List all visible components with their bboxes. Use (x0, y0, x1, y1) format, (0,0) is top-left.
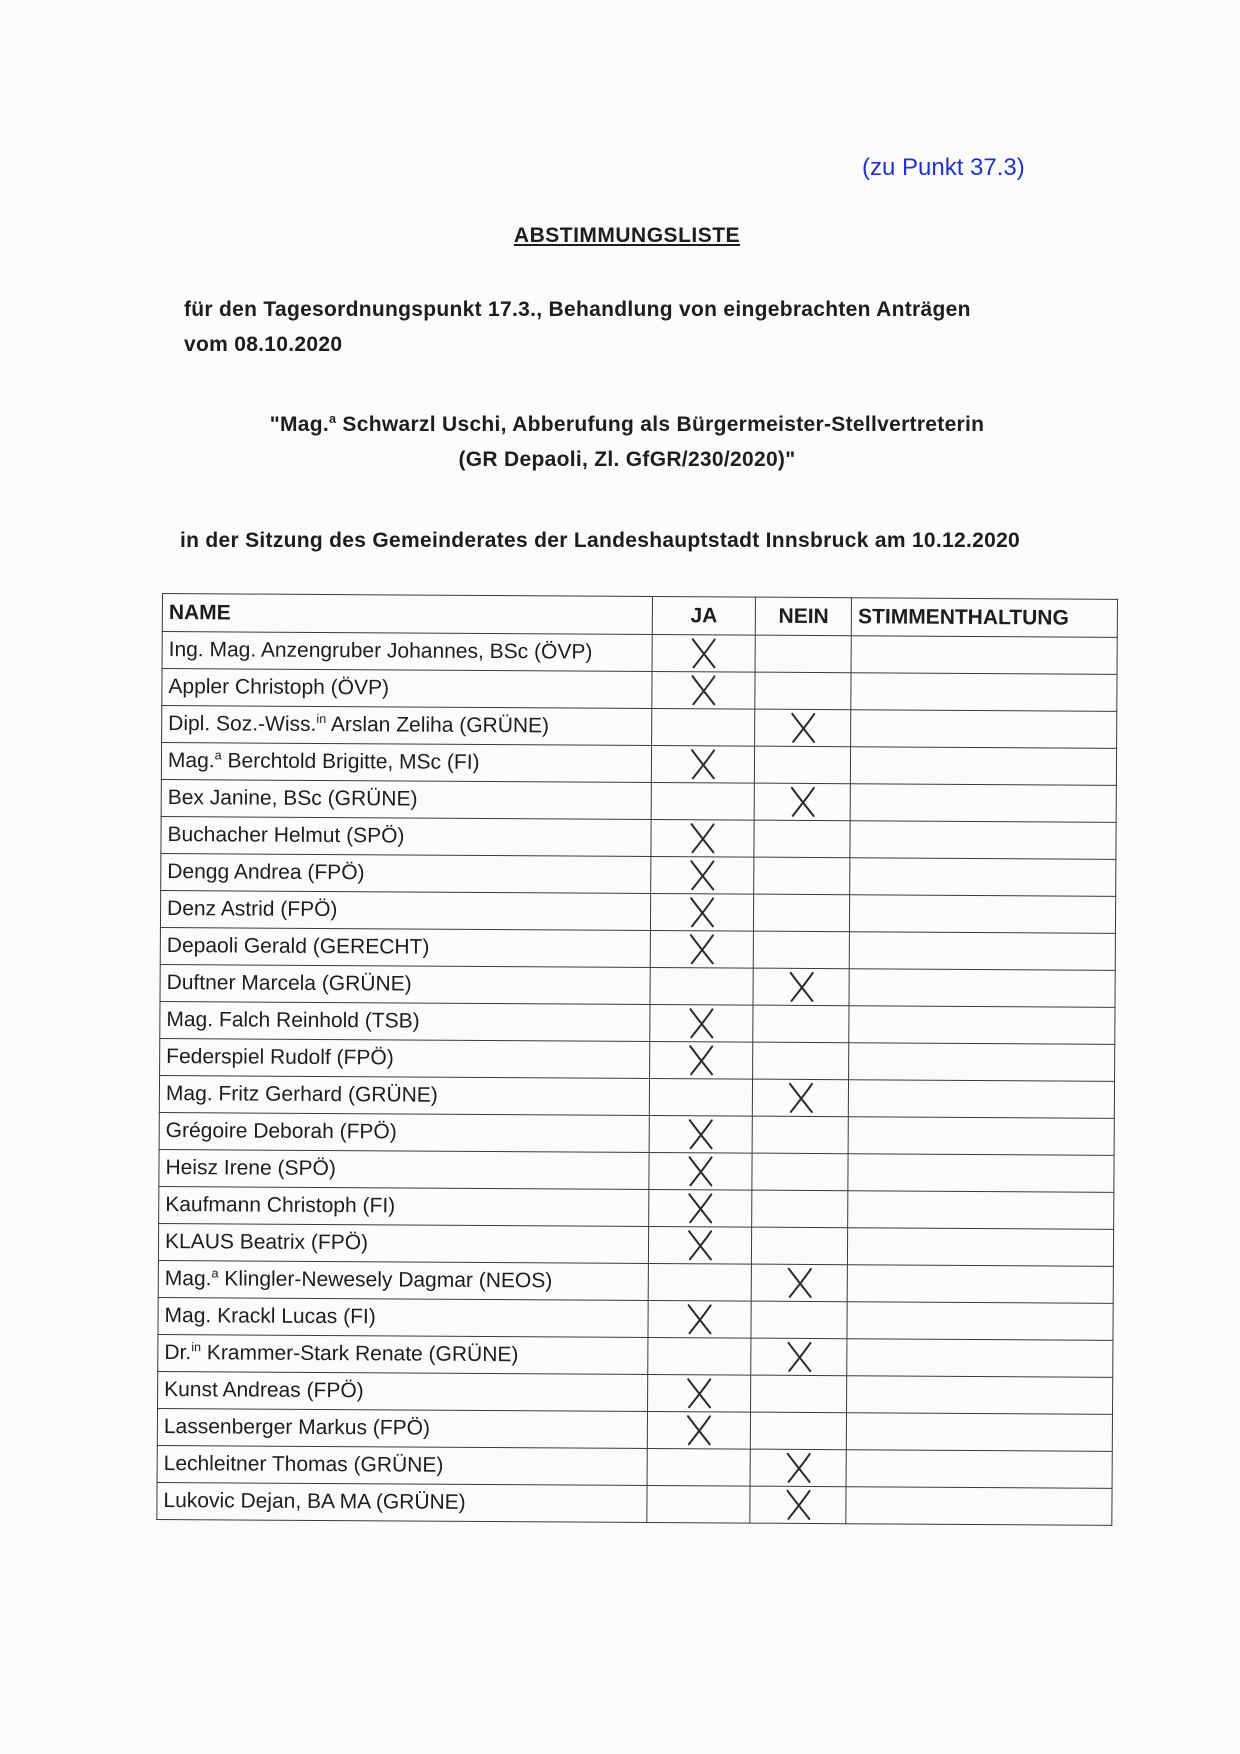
cross-mark-icon (655, 1154, 746, 1189)
header-yes: JA (652, 596, 756, 635)
table-row (162, 632, 1117, 675)
vote-no-cell (754, 820, 850, 858)
vote-no-cell (753, 1079, 849, 1117)
vote-no-cell (751, 1338, 847, 1376)
cross-mark-icon (654, 1376, 745, 1411)
intro-line: für den Tagesordnungspunkt 17.3., Behandlung von eingebrachten Anträgen (184, 298, 971, 321)
vote-abstain-cell (849, 969, 1115, 1008)
vote-yes-cell (648, 1189, 752, 1227)
vote-abstain-cell (849, 1043, 1115, 1082)
session-line: in der Sitzung des Gemeinderates der Landeshauptstadt Innsbruck am 10.12.2020 (180, 529, 1021, 552)
vote-yes-cell (649, 1004, 753, 1042)
table-row (160, 927, 1115, 970)
header-abstain: STIMMENTHALTUNG (851, 598, 1117, 638)
vote-abstain-cell (850, 895, 1116, 934)
cross-mark-icon (658, 747, 749, 782)
vote-yes-cell (648, 1263, 752, 1301)
member-name-rest: Krammer-Stark Renate (GRÜNE) (200, 1341, 519, 1367)
vote-yes-cell (650, 856, 754, 894)
vote-yes-cell (651, 782, 755, 820)
member-name-text: Mag. Krackl Lucas (FI) (164, 1304, 376, 1329)
cross-mark-icon (759, 1081, 842, 1116)
vote-abstain-cell (847, 1339, 1113, 1378)
cross-mark-icon (655, 1191, 746, 1226)
vote-yes-cell (647, 1448, 751, 1486)
member-name-text: Dengg Andrea (FPÖ) (167, 860, 365, 885)
table-row (158, 1223, 1113, 1266)
vote-abstain-cell (847, 1302, 1113, 1341)
header-no: NEIN (756, 597, 852, 636)
cross-mark-icon (657, 821, 748, 856)
vote-table-body (157, 632, 1117, 1526)
table-row (161, 816, 1116, 859)
member-name-text: Appler Christoph (ÖVP) (168, 675, 390, 700)
intro-date: vom 08.10.2020 (184, 333, 343, 356)
member-name-text: Kaufmann Christoph (FI) (165, 1193, 396, 1218)
table-row (159, 1112, 1114, 1155)
vote-abstain-cell (848, 1117, 1114, 1156)
cross-mark-icon (757, 1451, 840, 1486)
table-row (161, 853, 1116, 896)
vote-yes-cell (649, 1152, 753, 1190)
vote-abstain-cell (847, 1376, 1113, 1415)
motion-sup: a (328, 412, 337, 426)
member-name-text: Buchacher Helmut (SPÖ) (167, 823, 405, 848)
vote-yes-cell (650, 893, 754, 931)
cross-mark-icon (761, 711, 844, 746)
member-name-text: Heisz Irene (SPÖ) (165, 1156, 336, 1181)
cross-mark-icon (654, 1302, 745, 1337)
cross-mark-icon (761, 785, 844, 820)
member-name-text: Lechleitner Thomas (GRÜNE) (163, 1452, 444, 1477)
vote-yes-cell (647, 1374, 751, 1412)
cross-mark-icon (656, 1006, 747, 1041)
table-row (160, 964, 1115, 1007)
member-name-text: Lukovic Dejan, BA MA (GRÜNE) (163, 1489, 466, 1514)
vote-no-cell (752, 1190, 848, 1228)
member-name (159, 1112, 649, 1152)
member-name-text: Mag. (167, 749, 215, 773)
header-name: NAME (162, 594, 652, 635)
vote-abstain-cell (847, 1265, 1113, 1304)
vote-yes-cell (647, 1411, 751, 1449)
member-name-text: Grégoire Deborah (FPÖ) (165, 1119, 397, 1144)
vote-abstain-cell (846, 1450, 1112, 1489)
vote-abstain-cell (851, 673, 1117, 712)
member-name (162, 632, 652, 672)
table-row (157, 1445, 1112, 1488)
document-title: ABSTIMMUNGSLISTE (513, 224, 741, 247)
table-row (161, 743, 1116, 786)
vote-yes-cell (648, 1226, 752, 1264)
cross-mark-icon (656, 1043, 747, 1078)
table-row (158, 1297, 1113, 1340)
member-name-rest: Berchtold Brigitte, MSc (FI) (221, 749, 480, 774)
vote-abstain-cell (849, 1080, 1115, 1119)
vote-yes-cell (649, 1078, 753, 1116)
member-name (161, 779, 651, 819)
member-name (160, 964, 650, 1004)
table-row (157, 1482, 1112, 1525)
member-name-text: Duftner Marcela (GRÜNE) (166, 971, 412, 996)
vote-yes-cell (650, 967, 754, 1005)
member-name (161, 816, 651, 856)
vote-no-cell (750, 1486, 846, 1524)
member-title-sup: a (211, 1266, 219, 1281)
vote-abstain-cell (849, 1006, 1115, 1045)
vote-abstain-cell (848, 1228, 1114, 1267)
vote-yes-cell (650, 930, 754, 968)
vote-no-cell (752, 1116, 848, 1154)
vote-abstain-cell (846, 1487, 1112, 1526)
cross-mark-icon (760, 970, 843, 1005)
table-row (160, 1001, 1115, 1044)
cross-mark-icon (757, 1488, 840, 1523)
vote-no-cell (751, 1412, 847, 1450)
member-name (158, 1371, 648, 1411)
vote-yes-cell (649, 1041, 753, 1079)
vote-no-cell (754, 894, 850, 932)
member-name (159, 1075, 649, 1115)
member-name-text: Mag. Falch Reinhold (TSB) (166, 1008, 420, 1033)
vote-abstain-cell (849, 932, 1115, 971)
member-name-text: Kunst Andreas (FPÖ) (164, 1378, 364, 1403)
member-name (158, 1223, 648, 1263)
cross-mark-icon (653, 1413, 744, 1448)
cross-mark-icon (655, 1117, 746, 1152)
vote-no-cell (750, 1449, 846, 1487)
table-header-row (162, 594, 1117, 638)
vote-no-cell (754, 931, 850, 969)
table-row (159, 1186, 1114, 1229)
member-name (159, 1186, 649, 1226)
vote-no-cell (754, 857, 850, 895)
vote-no-cell (751, 1375, 847, 1413)
cross-mark-icon (658, 673, 749, 708)
vote-yes-cell (652, 634, 756, 672)
table-row (157, 1408, 1112, 1451)
vote-no-cell (755, 709, 851, 747)
vote-yes-cell (647, 1337, 751, 1375)
member-name-text: Mag. Fritz Gerhard (GRÜNE) (165, 1082, 438, 1107)
cross-mark-icon (658, 636, 749, 671)
member-name-rest: Arslan Zeliha (GRÜNE) (326, 713, 550, 738)
cross-mark-icon (758, 1266, 841, 1301)
motion-text: Schwarzl Uschi, Abberufung als Bürgermeister-Stellvertreterin (336, 413, 985, 436)
member-name-text: Federspiel Rudolf (FPÖ) (166, 1045, 394, 1070)
item-reference: (zu Punkt 37.3) (862, 154, 1025, 181)
vote-no-cell (751, 1301, 847, 1339)
vote-abstain-cell (850, 784, 1116, 823)
member-name (161, 853, 651, 893)
cross-mark-icon (656, 932, 747, 967)
member-name (162, 669, 652, 709)
vote-no-cell (752, 1264, 848, 1302)
member-name (158, 1334, 648, 1374)
member-name-text: Mag. (164, 1267, 212, 1291)
motion-title (0, 413, 1240, 437)
member-name-rest: Klingler-Newesely Dagmar (NEOS) (218, 1267, 553, 1293)
vote-no-cell (753, 1042, 849, 1080)
table-row (162, 669, 1117, 712)
table-row (159, 1149, 1114, 1192)
cross-mark-icon (758, 1340, 841, 1375)
member-name (158, 1297, 648, 1337)
member-name-text: Depaoli Gerald (GERECHT) (166, 934, 430, 959)
member-name (157, 1482, 647, 1522)
table-row (160, 1038, 1115, 1081)
member-name-text: Bex Janine, BSc (GRÜNE) (167, 786, 418, 811)
vote-yes-cell (647, 1485, 751, 1523)
table-row (160, 890, 1115, 933)
vote-abstain-cell (850, 821, 1116, 860)
vote-abstain-cell (851, 636, 1117, 675)
table-row (158, 1260, 1113, 1303)
member-name-text: KLAUS Beatrix (FPÖ) (164, 1230, 369, 1255)
vote-table (156, 593, 1118, 1526)
vote-abstain-cell (851, 710, 1117, 749)
vote-no-cell (755, 635, 851, 673)
vote-yes-cell (648, 1300, 752, 1338)
vote-no-cell (755, 783, 851, 821)
vote-no-cell (755, 672, 851, 710)
member-name-text: Dipl. Soz.-Wiss. (168, 712, 317, 736)
cross-mark-icon (657, 895, 748, 930)
motion-prefix: "Mag. (269, 413, 329, 436)
member-name (160, 1001, 650, 1041)
member-name (161, 743, 651, 783)
member-name (162, 706, 652, 746)
vote-abstain-cell (848, 1191, 1114, 1230)
vote-abstain-cell (851, 747, 1117, 786)
member-name-text: Lassenberger Markus (FPÖ) (163, 1415, 431, 1440)
cross-mark-icon (655, 1228, 746, 1263)
vote-no-cell (753, 1005, 849, 1043)
vote-abstain-cell (846, 1413, 1112, 1452)
cross-mark-icon (657, 858, 748, 893)
member-name (157, 1445, 647, 1485)
vote-yes-cell (651, 671, 755, 709)
member-title-sup: in (316, 711, 327, 727)
member-title-sup: a (214, 748, 222, 763)
vote-no-cell (753, 968, 849, 1006)
member-name (159, 1149, 649, 1189)
vote-no-cell (752, 1227, 848, 1265)
motion-reference: (GR Depaoli, Zl. GfGR/230/2020)" (458, 448, 796, 471)
member-name (160, 1038, 650, 1078)
table-row (158, 1371, 1113, 1414)
vote-yes-cell (651, 708, 755, 746)
member-name-text: Denz Astrid (FPÖ) (167, 897, 338, 922)
member-name (160, 890, 650, 930)
member-name-text: Dr. (164, 1341, 192, 1365)
vote-yes-cell (651, 819, 755, 857)
vote-abstain-cell (850, 858, 1116, 897)
vote-no-cell (752, 1153, 848, 1191)
member-name-text: Ing. Mag. Anzengruber Johannes, BSc (ÖVP) (168, 638, 593, 664)
member-name (158, 1260, 648, 1300)
vote-no-cell (755, 746, 851, 784)
vote-yes-cell (649, 1115, 753, 1153)
table-row (162, 706, 1117, 749)
table-row (158, 1334, 1113, 1377)
table-row (161, 779, 1116, 822)
member-name (160, 927, 650, 967)
table-row (159, 1075, 1114, 1118)
vote-yes-cell (651, 745, 755, 783)
member-title-sup: in (191, 1340, 202, 1355)
vote-abstain-cell (848, 1154, 1114, 1193)
member-name (157, 1408, 647, 1448)
